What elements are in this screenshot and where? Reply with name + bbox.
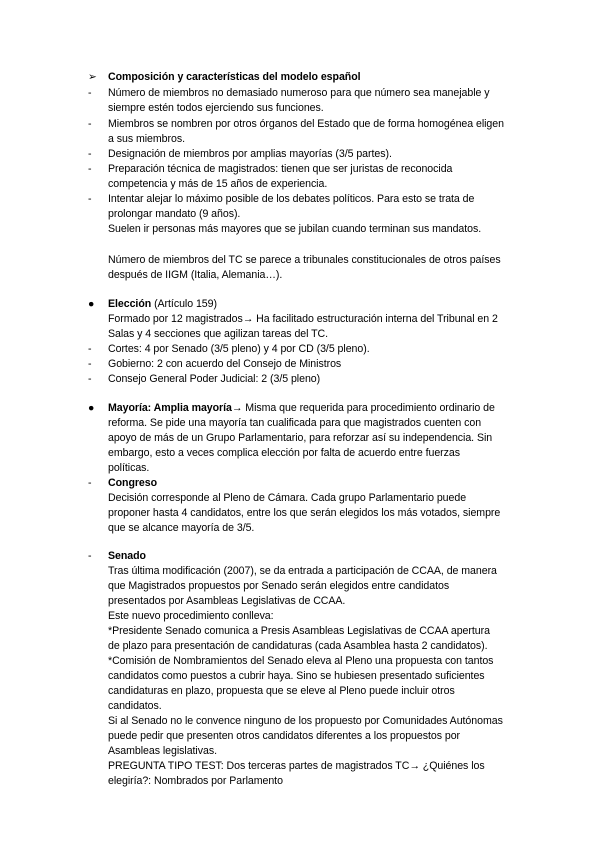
list-item: Gobierno: 2 con acuerdo del Consejo de Ministros [108,358,342,370]
paragraph: Formado por 12 magistrados→ Ha facilitado estructuración interna del Tribunal en 2 [108,313,498,325]
dash-bullet: - [88,193,92,205]
dash-bullet: - [88,343,92,355]
round-bullet: ● [88,402,95,414]
paragraph: presentados por Asambleas Legislativas de CCAA. [108,595,346,607]
heading-bold: Elección [108,298,152,310]
paragraph: Este nuevo procedimiento conlleva: [108,610,274,622]
paragraph: apoyo de más de un Grupo Parlamentario, para reforzar así su independencia. Sin [108,432,493,444]
paragraph: que se alcance mayoría de 3/5. [108,522,255,534]
list-item-cont: competencia y más de 15 años de experiencia. [108,178,328,190]
heading-rest: → Misma que requerida para procedimiento ordinario de [231,402,495,414]
paragraph: proponer hasta 4 candidatos, entre los que serán elegidos los más votados, siempre [108,507,501,519]
dash-bullet: - [88,163,92,175]
dash-bullet: - [88,148,92,160]
paragraph: candidatos como puestos a cubrir haya. Sino se hubiesen presentado suficientes [108,670,485,682]
paragraph: Decisión corresponde al Pleno de Cámara. Cada grupo Parlamentario puede [108,492,467,504]
paragraph: después de IIGM (Italia, Alemania…). [108,269,283,281]
paragraph: *Presidente Senado comunica a Presis Asambleas Legislativas de CCAA apertura [108,625,490,637]
section-heading-eleccion [108,297,217,312]
dash-bullet: - [88,373,92,385]
list-item-cont: Suelen ir personas más mayores que se jubilan cuando terminan sus mandatos. [108,223,482,235]
arrow-bullet-icon: ➢ [88,71,97,83]
paragraph: reforma. Se pide una mayoría tan cualificada para que magistrados cuenten con [108,417,482,429]
paragraph: Si al Senado no le convence ninguno de los propuesto por Comunidades Autónomas [108,715,503,727]
heading-rest: (Artículo 159) [151,298,217,310]
paragraph: PREGUNTA TIPO TEST: Dos terceras partes de magistrados TC→ ¿Quiénes los [108,760,485,772]
paragraph: de plazo para presentación de candidaturas (cada Asamblea hasta 2 candidatos). [108,640,488,652]
paragraph: Número de miembros del TC se parece a tribunales constitucionales de otros países [108,254,501,266]
dash-bullet: - [88,118,92,130]
section-heading-senado: Senado [108,550,146,562]
paragraph: *Comisión de Nombramientos del Senado eleva al Pleno una propuesta con tantos [108,655,494,667]
list-item-cont: prolongar mandato (9 años). [108,208,241,220]
list-item-cont: a sus miembros. [108,133,185,145]
paragraph: Asambleas legislativas. [108,745,217,757]
paragraph: que Magistrados propuestos por Senado serán elegidos entre candidatos [108,580,450,592]
paragraph: elegiría?: Nombrados por Parlamento [108,775,283,787]
paragraph: Salas y 4 secciones que agilizan tareas del TC. [108,328,329,340]
section-heading-mayoria [108,401,495,416]
paragraph: políticas. [108,462,150,474]
dash-bullet: - [88,477,92,489]
paragraph: candidatos. [108,700,162,712]
list-item: Consejo General Poder Judicial: 2 (3/5 pleno) [108,373,321,385]
paragraph: candidaturas en plazo, propuesta que se eleve al Pleno puede incluir otros [108,685,455,697]
list-item: Intentar alejar lo máximo posible de los debates políticos. Para esto se trata de [108,193,475,205]
list-item: Miembros se nombren por otros órganos del Estado que de forma homogénea eligen [108,118,504,130]
list-item: Cortes: 4 por Senado (3/5 pleno) y 4 por CD (3/5 pleno). [108,343,370,355]
heading-bold: Mayoría: Amplia mayoría [108,402,232,414]
section-heading-composicion: Composición y características del modelo español [108,71,361,83]
round-bullet: ● [88,298,95,310]
list-item: Número de miembros no demasiado numeroso para que número sea manejable y [108,87,490,99]
dash-bullet: - [88,550,92,562]
list-item: Designación de miembros por amplias mayorías (3/5 partes). [108,148,392,160]
dash-bullet: - [88,87,92,99]
dash-bullet: - [88,358,92,370]
list-item-cont: siempre estén todos ejerciendo sus funciones. [108,102,324,114]
section-heading-congreso: Congreso [108,477,158,489]
paragraph: Tras última modificación (2007), se da entrada a participación de CCAA, de manera [108,565,497,577]
list-item: Preparación técnica de magistrados: tienen que ser juristas de reconocida [108,163,453,175]
paragraph: embargo, esto a veces complica elección por falta de acuerdo entre fuerzas [108,447,460,459]
paragraph: puede pedir que presenten otros candidatos diferentes a los propuestos por [108,730,461,742]
